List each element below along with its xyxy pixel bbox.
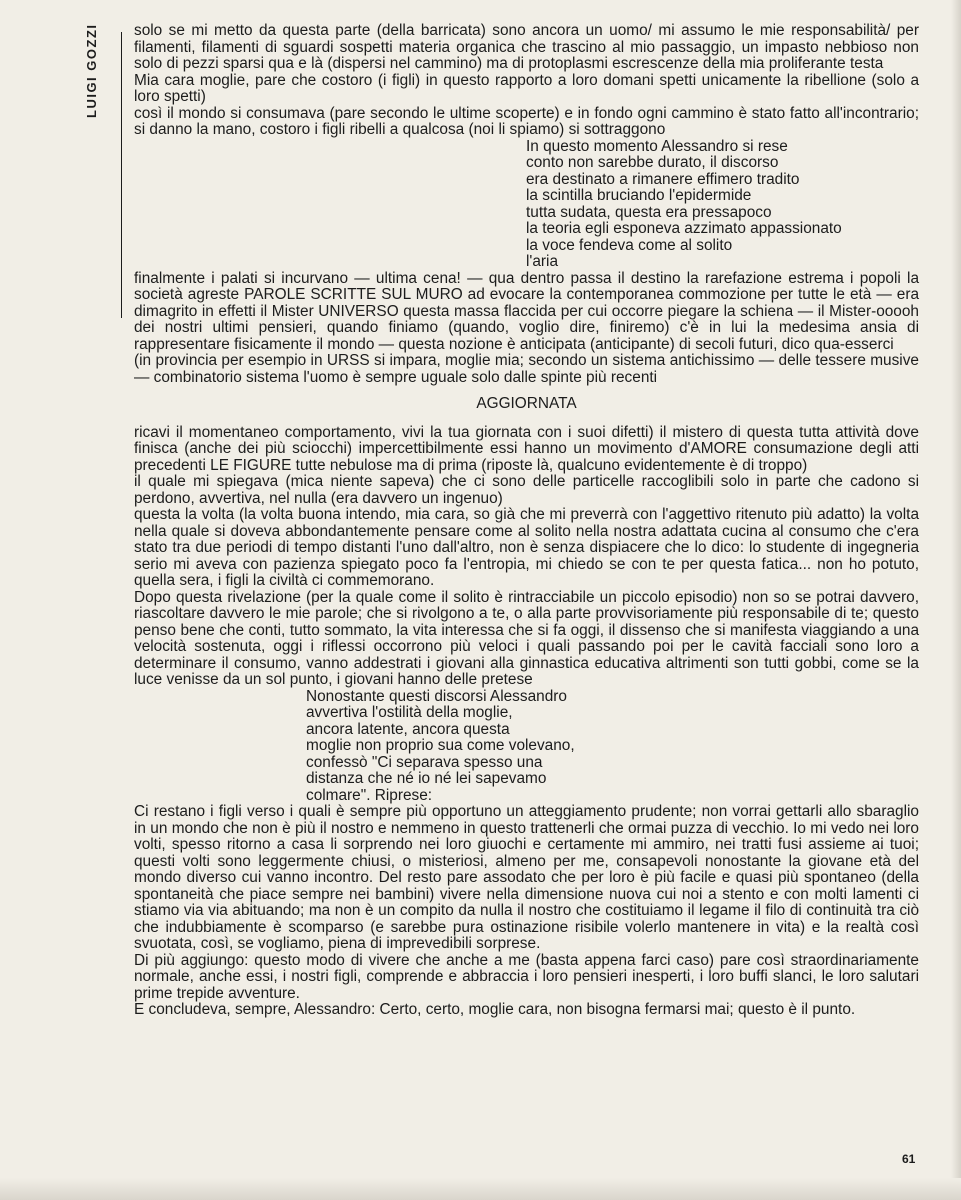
- verse-line: l'aria: [526, 253, 559, 270]
- verse-line: ancora latente, ancora questa: [306, 720, 510, 738]
- verse-line: tutta sudata, questa era pressapoco: [526, 203, 772, 221]
- paragraph: ricavi il momentaneo comportamento, vivi la tua giornata con i suoi difetti) il mistero di questa tutta attività dove finisca (anche dei più sciocchi) impercettibilmente essi hanno un movimento d'AMORE consumazione degli atti precedenti LE FIGURE tutte nebulose ma di prima (riposte là, qualcuno evidentemente è di troppo): [134, 423, 919, 474]
- verse-line: In questo momento Alessandro si rese: [526, 137, 788, 155]
- verse-line: era destinato a rimanere effimero tradito: [526, 170, 800, 188]
- page-edge-bottom: [0, 1178, 961, 1200]
- paragraph: Dopo questa rivelazione (per la quale come il solito è rintracciabile un piccolo episodio) non so se potrai davvero, riascoltare davvero le mie parole; che si rivolgono a te, o alla parte provvisoriamente più responsabile di te; questo penso bene che conti, tutto sommato, la vita interessa che si fa oggi, il dissenso che si manifesta viaggiando a una velocità sostenuta, oggi i riflessi occorrono più veloci i quali passando poi per le cavità facciali sono loro a determinare il consumo, vanno addestrati i giovani alla ginnastica educativa altrimenti son tutti gobbi, come se la luce venisse da un sol punto, i giovani hanno delle pretese: [134, 588, 919, 688]
- body-text: [134, 23, 919, 1019]
- paragraph: Ci restano i figli verso i quali è sempre più opportuno un atteggiamento prudente; non vorrai gettarli allo sbaraglio in un mondo che non è più il nostro e nemmeno in questo trattenerli che ormai puzza di vecchio. Io mi vedo nei loro volti, spesso ritorno a casa li sorprendo nei loro giuochi e certamente mi ammiro, nei tratti fusi assieme ai tuoi; questi volti sono leggermente chiusi, o misteriosi, almeno per me, consapevoli nonostante la giovane età del mondo diverso cui vanno incontro. Del resto pare assodato che per loro è più facile e quasi più spontaneo (della spontaneità che piace sempre nei bambini) vivere nella dimensione nuova cui noi a stento e con molti lamenti ci stiamo via via abituando; ma non è un compito da nulla il nostro che costituiamo il legame il filo di continuità tra ciò che indubbiamente è scomparso (e sarebbe pura ostinazione risibile volerlo mantenere in vita) e la realtà così svuotata, così, se vogliamo, piena di imprevedibili sorprese.: [134, 803, 919, 952]
- verse-line: la teoria egli esponeva azzimato appassionato: [526, 220, 842, 237]
- running-head-author: LUIGI GOZZI: [84, 23, 99, 118]
- verse-line: confessò "Ci separava spesso una: [306, 753, 543, 771]
- verse-line: la voce fendeva come al solito: [526, 236, 733, 254]
- section-heading: AGGIORNATA: [476, 395, 577, 412]
- paragraph: finalmente i palati si incurvano — ultima cena! — qua dentro passa il destino la rarefazione estrema i popoli la società agreste PAROLE SCRITTE SUL MURO ad evocare la contemporanea commozione per tutte le età — era dimagrito in effetti il Mister UNIVERSO questa massa flaccida per cui occorre piegare la schiena — il Mister-ooooh dei nostri ultimi pensieri, quando finiamo (quando, voglio dire, finiremo) c'è in lui la medesima ansia di rappresentare fisicamente il mondo — questa nozione è anticipata (anticipante) di secoli futuri, dico qua-esserci: [134, 269, 919, 353]
- paragraph: il quale mi spiegava (mica niente sapeva) che ci sono delle particelle raccoglibili solo in parte che cadono si perdono, avvertiva, nel nulla (era davvero un ingenuo): [134, 473, 919, 507]
- paragraph: Di più aggiungo: questo modo di vivere che anche a me (basta appena farci caso) pare così straordinariamente normale, anche essi, i nostri figli, comprende e abbraccia i loro pensieri inesperti, i loro buffi slanci, le loro salutari prime trepide avventure.: [134, 951, 919, 1002]
- page-number: 61: [902, 1152, 916, 1166]
- page-edge-right: [951, 0, 961, 1200]
- verse-line: distanza che né io né lei sapevamo: [306, 770, 547, 787]
- paragraph: solo se mi metto da questa parte (della barricata) sono ancora un uomo/ mi assumo le mie responsabilità/ per filamenti, filamenti di sguardi sospetti materia organica che trascino al mio passaggio, un impasto nebbioso non solo di pezzi sparsi qua e là (dispersi nel cammino) ma di protoplasmi escrescenze della mia proliferante testa: [134, 22, 919, 72]
- margin-rule: [121, 32, 122, 318]
- verse-line: Nonostante questi discorsi Alessandro: [306, 687, 567, 705]
- verse-line: conto non sarebbe durato, il discorso: [526, 154, 779, 171]
- verse-line: colmare". Riprese:: [306, 786, 433, 804]
- paragraph: Mia cara moglie, pare che costoro (i figli) in questo rapporto a loro domani spetti unicamente la ribellione (solo a loro spetti): [134, 71, 919, 105]
- verse-line: avvertiva l'ostilità della moglie,: [306, 704, 513, 721]
- verse-line: la scintilla bruciando l'epidermide: [526, 187, 752, 204]
- paragraph: (in provincia per esempio in URSS si impara, moglie mia; secondo un sistema antichissimo — delle tessere musive — combinatorio sistema l'uomo è sempre uguale solo dalle spinte più recenti: [134, 352, 919, 386]
- paragraph: così il mondo si consumava (pare secondo le ultime scoperte) e in fondo ogni cammino è stato fatto all'incontrario; si danno la mano, costoro i figli ribelli a qualcosa (noi li spiamo) si sottraggono: [134, 104, 919, 138]
- paragraph: E concludeva, sempre, Alessandro: Certo, certo, moglie cara, non bisogna fermarsi mai; questo è il punto.: [134, 1001, 856, 1018]
- verse-line: moglie non proprio sua come volevano,: [306, 737, 575, 754]
- paragraph: questa la volta (la volta buona intendo, mia cara, so già che mi preverrà con l'aggettivo ritenuto più adatto) la volta nella quale si doveva abbondantemente pensare come al solito nella nostra adattata cucina al consumo che c'era stato tra due periodi di tempo distanti l'uno dall'altro, non è senza dispiacere che lo dico: lo studente di ingegneria serio mi aveva con pazienza spiegato poco fa l'entropia, mi chiedo se con te per questa fatica... non ho potuto, quella sera, i figli la civiltà ci commemorano.: [134, 506, 919, 589]
